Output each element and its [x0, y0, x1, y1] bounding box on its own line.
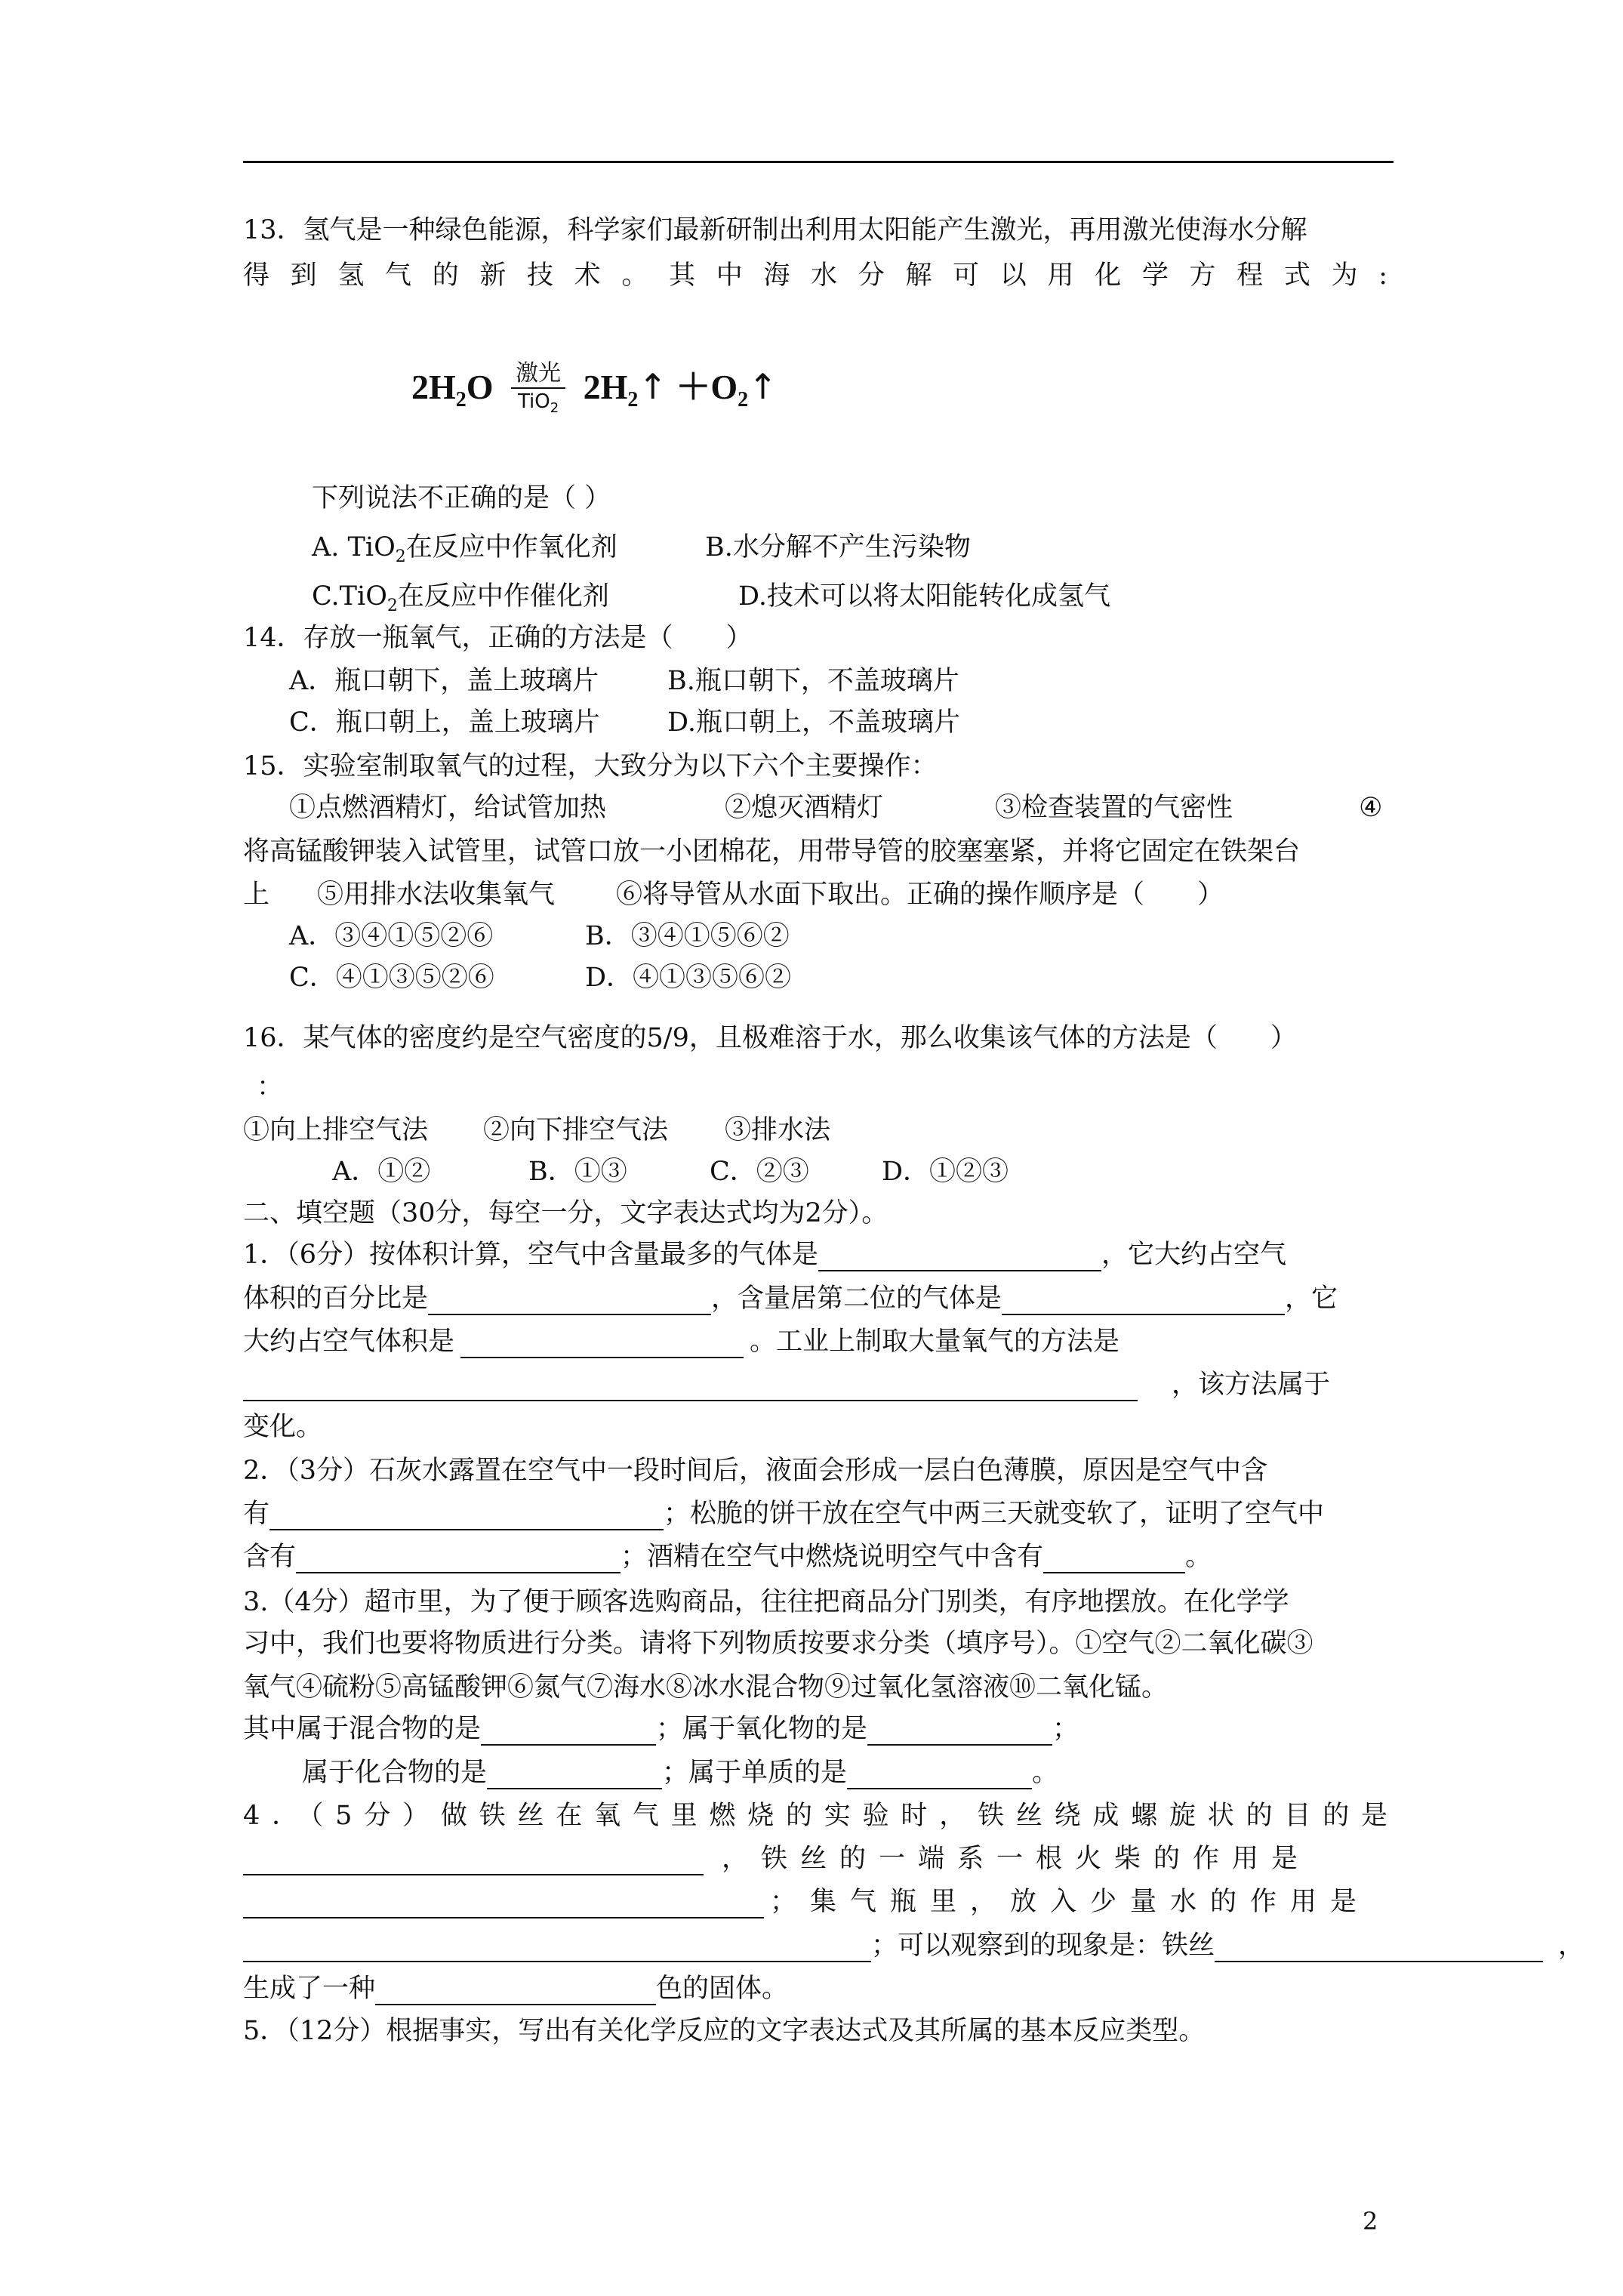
fill4-line4: ；可以观察到的现象是：铁丝 ， [243, 1929, 1585, 1962]
q14-option-a: A．瓶口朝下，盖上玻璃片 [289, 666, 599, 696]
header-rule [243, 161, 1394, 163]
q14-option-d: D.瓶口朝上，不盖玻璃片 [667, 707, 960, 738]
fill4-line3: ；集气瓶里，放入少量水的作用是 [243, 1885, 1370, 1918]
fill3-line1: 3.（4分）超市里，为了便于顾客选购商品，往往把商品分门别类，有序地摆放。在化学学 [243, 1587, 1289, 1617]
answer-blank[interactable] [1215, 1932, 1543, 1962]
q13-line1: 13．氢气是一种绿色能源，科学家们最新研制出利用太阳能产生激光，再用激光使海水分解 [243, 215, 1307, 245]
fill3-line5: 属于化合物的是 ；属于单质的是 。 [302, 1758, 1059, 1788]
answer-blank[interactable] [481, 1715, 656, 1746]
fill2-line1: 2．（3分）石灰水露置在空气中一段时间后，液面会形成一层白色薄膜，原因是空气中含 [243, 1456, 1268, 1486]
fill2-line3: 含有 ；酒精在空气中燃烧说明空气中含有 。 [243, 1542, 1212, 1572]
q14-option-b: B.瓶口朝下，不盖玻璃片 [667, 666, 959, 696]
q13-line2: 得到氢气的新技术。其中海水分解可以用化学方程式为: [243, 260, 1387, 291]
q15-option-c: C．④①③⑤②⑥ [289, 963, 494, 993]
q15-option-d: D．④①③⑤⑥② [585, 963, 792, 993]
answer-blank[interactable] [243, 1888, 764, 1918]
q16-option-c: C．②③ [710, 1157, 809, 1187]
answer-blank[interactable] [460, 1328, 744, 1358]
answer-blank[interactable] [269, 1500, 664, 1530]
q13-option-b: B.水分解不产生污染物 [705, 532, 971, 562]
q14-stem: 14．存放一瓶氧气，正确的方法是（ ） [243, 623, 753, 653]
q16-stem: 16．某气体的密度约是空气密度的5/9，且极难溶于水，那么收集该气体的方法是（ ） [243, 1023, 1297, 1053]
fill3-line2: 习中，我们也要将物质进行分类。请将下列物质按要求分类（填序号）。①空气②二氧化碳③ [243, 1629, 1313, 1659]
gas-arrow-icon: ↑ [748, 366, 778, 407]
fill1-line5: 变化。 [243, 1412, 323, 1442]
fill4-line2: ，铁丝的一端系一根火柴的作用是 [243, 1842, 1310, 1875]
q16-option-a: A．①② [332, 1157, 431, 1187]
answer-blank[interactable] [818, 1241, 1101, 1271]
q15-line4-c: ⑥将导管从水面下取出。正确的操作顺序是（ ） [616, 880, 1224, 910]
q15-stem: 15．实验室制取氧气的过程，大致分为以下六个主要操作： [243, 751, 938, 781]
answer-blank[interactable] [243, 1845, 704, 1875]
q15-option-a: A．③④①⑤②⑥ [289, 921, 494, 951]
answer-blank[interactable] [1002, 1285, 1285, 1315]
answer-blank[interactable] [487, 1759, 662, 1789]
q16-method-2: ②向下排空气法 [483, 1115, 669, 1145]
fill1-line3: 大约占空气体积是 。工业上制取大量氧气的方法是 [243, 1327, 1120, 1357]
q15-line3: 将高锰酸钾装入试管里，试管口放一小团棉花，用带导管的胶塞塞紧，并将它固定在铁架台 [243, 837, 1301, 867]
chemical-equation: $2H_2O$ 激光 TiO$_2$ $2H_2↑$ $+O_2↑$ [411, 349, 778, 424]
page-number: 2 [1363, 2207, 1378, 2236]
fill2-line2: 有 ；松脆的饼干放在空气中两三天就变软了，证明了空气中 [243, 1499, 1325, 1529]
fill4-line5: 生成了一种 色的固体。 [243, 1974, 789, 2004]
fill3-line3: 氧气④硫粉⑤高锰酸钾⑥氮气⑦海水⑧冰水混合物⑨过氧化氢溶液⑩二氧化锰。 [243, 1672, 1169, 1703]
q13-option-c: C.TiO$_2$在反应中作催化剂 [312, 581, 609, 615]
answer-blank[interactable] [243, 1371, 1138, 1401]
answer-blank[interactable] [375, 1975, 656, 2005]
q15-step4-mark: ④ [1359, 793, 1383, 823]
q16-option-d: D．①②③ [882, 1157, 1009, 1187]
q15-option-b: B．③④①⑤⑥② [585, 921, 790, 951]
answer-blank[interactable] [243, 1932, 871, 1962]
answer-blank[interactable] [847, 1759, 1032, 1789]
reaction-condition: 激光 TiO$_2$ [511, 360, 565, 421]
section2-heading: 二、填空题（30分，每空一分，文字表达式均为2分）。 [243, 1198, 888, 1228]
fill1-line1: 1．（6分）按体积计算，空气中含量最多的气体是 ，它大约占空气 [243, 1240, 1287, 1270]
q14-option-c: C．瓶口朝上，盖上玻璃片 [289, 707, 600, 738]
q15-step2: ②熄灭酒精灯 [725, 793, 884, 823]
answer-blank[interactable] [1043, 1543, 1185, 1573]
fill5-line1: 5．（12分）根据事实，写出有关化学反应的文字表达式及其所属的基本反应类型。 [243, 2016, 1206, 2046]
q13-option-a: A. TiO$_2$在反应中作氧化剂 [312, 532, 617, 566]
q15-line4-a: 上 [243, 880, 270, 910]
q15-step3: ③检查装置的气密性 [995, 793, 1233, 823]
q13-prompt: 下列说法不正确的是（ ） [312, 483, 611, 513]
fill3-line4: 其中属于混合物的是 ；属于氧化物的是 ； [243, 1714, 1079, 1744]
q16-colon: ： [257, 1072, 284, 1102]
answer-blank[interactable] [296, 1543, 621, 1573]
answer-blank[interactable] [867, 1715, 1052, 1746]
q16-method-1: ①向上排空气法 [243, 1115, 429, 1145]
fill4-line1: 4．（5分）做铁丝在氧气里燃烧的实验时，铁丝绕成螺旋状的目的是 [243, 1801, 1387, 1831]
q16-option-b: B．①③ [528, 1157, 627, 1187]
q15-step1: ①点燃酒精灯，给试管加热 [289, 793, 607, 823]
q15-line4-b: ⑤用排水法收集氧气 [317, 880, 556, 910]
answer-blank[interactable] [428, 1285, 711, 1315]
fill1-line2: 体积的百分比是 ，含量居第二位的气体是 ，它 [243, 1284, 1338, 1314]
q13-option-d: D.技术可以将太阳能转化成氢气 [738, 581, 1110, 612]
fill1-line4: ，该方法属于 [243, 1368, 1330, 1401]
q16-method-3: ③排水法 [725, 1115, 831, 1145]
gas-arrow-icon: ↑ [638, 366, 667, 407]
